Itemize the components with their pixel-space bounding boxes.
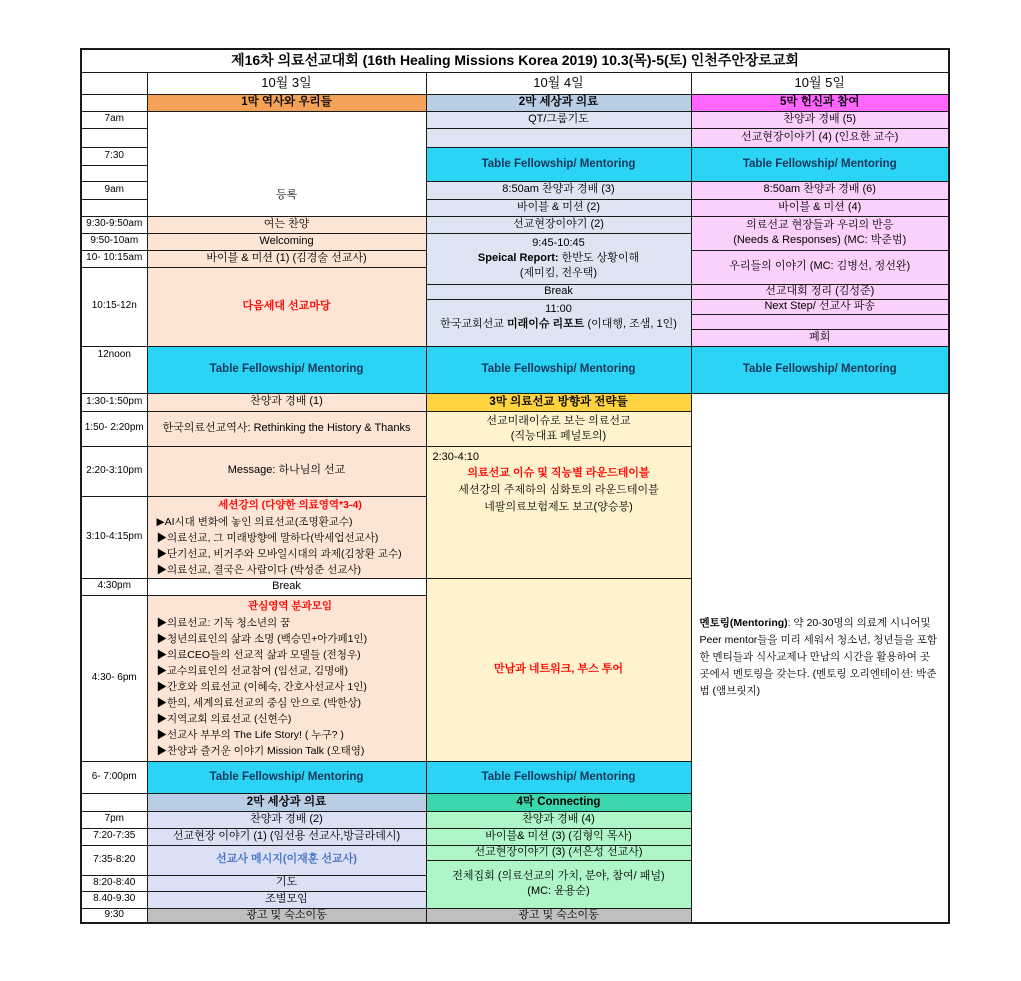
d5-praise-6: 8:50am 찬양과 경배 (6): [691, 181, 949, 199]
time-430-6: 4:30- 6pm: [81, 595, 147, 761]
time-220-310: 2:20-3:10pm: [81, 446, 147, 496]
time-12noon: 12noon: [81, 346, 147, 393]
d4-special-report: [426, 233, 691, 284]
time-310-415: 3:10-4:15pm: [81, 496, 147, 578]
d5-mentoring-note: [694, 615, 947, 700]
interest-item: ▶한의, 세계의료선교의 중심 안으로 (박한상): [156, 696, 362, 709]
d5-bible-mission-4: 바이블 & 미션 (4): [691, 199, 949, 216]
d4-break: Break: [426, 284, 691, 299]
d3-registration: 등록: [147, 111, 426, 216]
time-430: 4:30pm: [81, 578, 147, 595]
interest-item: ▶의료CEO들의 선교적 삶과 모델들 (전청우): [156, 648, 361, 661]
d4-special-report-time: 9:45-10:45: [532, 237, 585, 249]
d3-announcements: 광고 및 숙소이동: [147, 908, 426, 923]
time-735-820: 7:35-8:20: [81, 845, 147, 875]
act5-header: 5막 헌신과 참여: [691, 94, 949, 111]
d4-report-prefix: 한국교회선교: [440, 317, 507, 330]
d5-wrap-up: 선교대회 정리 (김성준): [691, 284, 949, 299]
d5-mentoring-bold: 멘토링(Mentoring): [699, 617, 788, 630]
act2-evening-header: 2막 세상과 의료: [147, 793, 426, 811]
d4-future-report: [426, 299, 691, 346]
day-header-oct3: 10월 3일: [147, 72, 426, 94]
d4-bible-mission-3: 바이블& 미션 (3) (김형익 목사): [426, 828, 691, 845]
time-6-7: 6- 7:00pm: [81, 761, 147, 793]
d5-response-line1: 의료선교 현장들과 우리의 반응: [746, 219, 894, 231]
time-820-840: 8:20-8:40: [81, 875, 147, 891]
d4-eleven: 11:00: [545, 302, 572, 315]
time-950-10: 9:50-10am: [81, 233, 147, 250]
time-1015-12n: 10:15-12n: [81, 267, 147, 346]
d4-field-story-3: 선교현장이야기 (3) (서은성 선교사): [426, 845, 691, 860]
time-930: 9:30: [81, 908, 147, 923]
d3-session-title: 세션강의 (다양한 의료영역*3-4): [218, 498, 362, 511]
act3-header: 3막 의료선교 방향과 전략들: [426, 393, 691, 411]
d5-mentoring-note-cell: [691, 393, 949, 923]
session-item: ▶단기선교, 비거주와 모바일시대의 과제(김창환 교수): [156, 547, 402, 560]
time-150-220: 1:50- 2:20pm: [81, 411, 147, 446]
d4-qt-group-prayer: QT/그룹기도: [426, 111, 691, 128]
d4-roundtable: [426, 446, 691, 578]
d4-future-missions-line2: (직능대표 페널토의): [510, 429, 607, 442]
time-9am: 9am: [81, 181, 147, 199]
d5-closing: 폐회: [691, 329, 949, 346]
d4-report-bold: 미래이슈 리포트: [506, 317, 585, 330]
d5-empty-cell: [691, 314, 949, 329]
d4-empty-cell: [426, 128, 691, 147]
d4-future-missions-line1: 선교미래이슈로 보는 의료선교: [486, 414, 631, 427]
d5-next-step: Next Step/ 선교사 파송: [691, 299, 949, 314]
d4-assembly-line2: (MC: 윤용순): [527, 885, 590, 897]
d4-bible-mission-2: 바이블 & 미션 (2): [426, 199, 691, 216]
d3-fellowship-evening: Table Fellowship/ Mentoring: [147, 761, 426, 793]
d5-field-story-4: 선교현장이야기 (4) (인요한 교수): [691, 128, 949, 147]
d4-special-report-line: [429, 251, 689, 266]
time-930-950: 9:30-9:50am: [81, 216, 147, 233]
d4-fellowship-noon: Table Fellowship/ Mentoring: [426, 346, 691, 393]
d4-announcements: 광고 및 숙소이동: [426, 908, 691, 923]
time-130-150: 1:30-1:50pm: [81, 393, 147, 411]
interest-item: ▶의료선교: 기독 청소년의 꿈: [156, 616, 291, 629]
d4-report-line: [429, 317, 689, 332]
d3-fellowship-noon: Table Fellowship/ Mentoring: [147, 346, 426, 393]
d3-field-story-1: 선교현장 이야기 (1) (임선용 선교사,방글라데시): [147, 828, 426, 845]
d4-field-story-2: 선교현장이야기 (2): [426, 216, 691, 233]
session-item: ▶의료선교, 결국은 사람이다 (박성준 선교사): [156, 563, 362, 576]
d4-roundtable-time: 2:30-4:10: [432, 450, 479, 463]
time-7pm: 7pm: [81, 811, 147, 828]
day-header-oct5: 10월 5일: [691, 72, 949, 94]
d3-opening-praise: 여는 찬양: [147, 216, 426, 233]
d4-assembly-line1: 전체집회 (의료선교의 가치, 분야, 참여/ 패널): [452, 870, 665, 882]
interest-item: ▶선교사 부부의 The Life Story! ( 누구? ): [156, 728, 344, 741]
d4-fellowship-evening: Table Fellowship/ Mentoring: [426, 761, 691, 793]
d4-roundtable-title: 의료선교 이슈 및 직능별 라운드테이블: [467, 466, 650, 479]
interest-item: ▶간호와 의료선교 (이혜숙, 간호사선교사 1인): [156, 680, 367, 693]
d5-mentoring-rest: : 약 20-30명의 의료계 시니어및 Peer mentor들을 미리 세워서 청소년, 청년들을 포함한 멘티들과 식사교제나 만남의 시간을 활용하여 곳곳에서 멘토링을 갖는다. (멘토링 오리엔테이션: 박준범 (앰브릿지): [699, 617, 938, 698]
d4-networking: 만남과 네트워크, 부스 투어: [426, 578, 691, 761]
d5-needs-responses: [691, 216, 949, 250]
d4-roundtable-line2: 세션강의 주제하의 심화토의 라운드테이블: [458, 483, 659, 496]
session-item: ▶AI시대 변화에 놓인 의료선교(조명환교수): [156, 515, 353, 528]
act2-header: 2막 세상과 의료: [426, 94, 691, 111]
empty-cell: [81, 165, 147, 181]
interest-item: ▶찬양과 즐거운 이야기 Mission Talk (오태영): [156, 744, 365, 757]
d3-welcoming: Welcoming: [147, 233, 426, 250]
d3-praise-1: 찬양과 경배 (1): [147, 393, 426, 411]
d3-praise-2: 찬양과 경배 (2): [147, 811, 426, 828]
d3-bible-mission-1: 바이블 & 미션 (1) (김경술 선교사): [147, 250, 426, 267]
interest-item: ▶교수의료인의 선교참여 (임선교, 김명애): [156, 664, 348, 677]
d4-assembly: [426, 860, 691, 908]
d4-special-report-speakers: (제미킴, 전우택): [519, 267, 598, 279]
d3-interest-groups: [147, 595, 426, 761]
act1-header: 1막 역사와 우리들: [147, 94, 426, 111]
d3-history: 한국의료선교역사: Rethinking the History & Thanks: [147, 411, 426, 446]
time-10-1015: 10- 10:15am: [81, 250, 147, 267]
d3-message: Message: 하나님의 선교: [147, 446, 426, 496]
empty-corner-cell: [81, 72, 147, 94]
d5-praise-5: 찬양과 경배 (5): [691, 111, 949, 128]
d4-praise-4: 찬양과 경배 (4): [426, 811, 691, 828]
d4-future-missions: [426, 411, 691, 446]
d5-fellowship-noon: Table Fellowship/ Mentoring: [691, 346, 949, 393]
d5-fellowship-morning: Table Fellowship/ Mentoring: [691, 147, 949, 181]
day-header-oct4: 10월 4일: [426, 72, 691, 94]
empty-cell: [81, 128, 147, 147]
d3-missionary-message: 선교사 메시지(이재훈 선교사): [147, 845, 426, 875]
time-840-930: 8.40-9.30: [81, 891, 147, 908]
empty-cell: [81, 793, 147, 811]
d3-small-group: 조별모임: [147, 891, 426, 908]
time-730: 7:30: [81, 147, 147, 165]
d3-break: Break: [147, 578, 426, 595]
empty-cell: [81, 94, 147, 111]
d5-response-line2: (Needs & Responses) (MC: 박준범): [733, 234, 907, 246]
empty-cell: [81, 199, 147, 216]
d4-special-report-topic: 한반도 상황이해: [558, 252, 640, 264]
schedule-table: [80, 48, 950, 924]
d3-session-lectures: [147, 496, 426, 578]
d4-special-report-label: Speical Report:: [477, 252, 559, 264]
d5-our-story: 우리들의 이야기 (MC: 김병선, 정선완): [691, 250, 949, 284]
interest-item: ▶청년의료인의 삶과 소명 (백승민+아가페1인): [156, 632, 368, 645]
d4-praise-3: 8:50am 찬양과 경배 (3): [426, 181, 691, 199]
time-720-735: 7:20-7:35: [81, 828, 147, 845]
d3-next-gen-madang: 다음세대 선교마당: [147, 267, 426, 346]
d4-report-suffix: (이대행, 조샘, 1인): [584, 317, 677, 330]
d4-roundtable-line3: 네팔의료보험제도 보고(양승봉): [484, 500, 633, 513]
d3-prayer: 기도: [147, 875, 426, 891]
time-7am: 7am: [81, 111, 147, 128]
d3-interest-title: 관심영역 분과모임: [247, 599, 333, 612]
conference-title: 제16차 의료선교대회 (16th Healing Missions Korea 2019) 10.3(목)-5(토) 인천주안장로교회: [81, 49, 949, 72]
d4-fellowship-morning: Table Fellowship/ Mentoring: [426, 147, 691, 181]
session-item: ▶의료선교, 그 미래방향에 말하다(박세업선교사): [156, 531, 379, 544]
act4-header: 4막 Connecting: [426, 793, 691, 811]
interest-item: ▶지역교회 의료선교 (신현수): [156, 712, 292, 725]
